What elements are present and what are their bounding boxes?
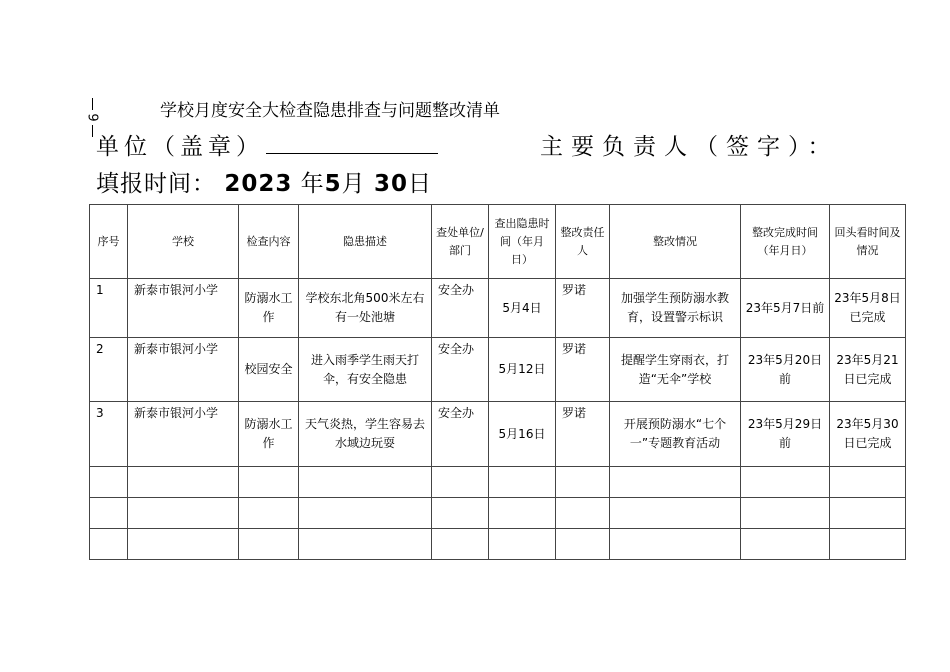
cell-school: 新泰市银河小学 <box>128 279 239 338</box>
cell-department: 安全办 <box>432 338 489 402</box>
cell-index: 1 <box>90 279 128 338</box>
empty-cell <box>128 467 239 498</box>
cell-found-time: 5月12日 <box>489 338 556 402</box>
empty-cell <box>489 529 556 560</box>
empty-cell <box>239 498 299 529</box>
cell-department: 安全办 <box>432 402 489 467</box>
unit-blank-underline <box>266 152 438 154</box>
empty-cell <box>741 498 830 529</box>
responsible-person-label: 主要负责人（签字）： <box>540 134 839 160</box>
cell-completion-time: 23年5月7日前 <box>741 279 830 338</box>
empty-cell <box>432 529 489 560</box>
date-month: 5 <box>324 171 342 197</box>
header-completion-time: 整改完成时间（年月日） <box>741 205 830 279</box>
empty-cell <box>610 498 741 529</box>
cell-rectification: 加强学生预防溺水教育，设置警示标识 <box>610 279 741 338</box>
date-month-suffix: 月 <box>341 171 366 197</box>
empty-cell <box>432 498 489 529</box>
document-title: 学校月度安全大检查隐患排查与问题整改清单 <box>160 101 500 121</box>
empty-table-row <box>90 467 906 498</box>
cell-hazard-description: 进入雨季学生雨天打伞，有安全隐患 <box>299 338 432 402</box>
cell-index: 3 <box>90 402 128 467</box>
cell-department: 安全办 <box>432 279 489 338</box>
date-label: 填报时间： <box>96 171 216 197</box>
date-day: 30 <box>373 171 408 197</box>
empty-cell <box>90 529 128 560</box>
unit-stamp-line <box>96 128 438 161</box>
empty-cell <box>299 498 432 529</box>
empty-table-row <box>90 498 906 529</box>
empty-cell <box>830 529 906 560</box>
cell-school: 新泰市银河小学 <box>128 338 239 402</box>
table-row <box>90 402 906 467</box>
empty-cell <box>90 467 128 498</box>
empty-cell <box>556 498 610 529</box>
cell-review: 23年5月30日已完成 <box>830 402 906 467</box>
empty-cell <box>489 498 556 529</box>
table-row <box>90 338 906 402</box>
empty-cell <box>128 529 239 560</box>
cell-review: 23年5月8日已完成 <box>830 279 906 338</box>
cell-found-time: 5月4日 <box>489 279 556 338</box>
cell-found-time: 5月16日 <box>489 402 556 467</box>
cell-check-content: 校园安全 <box>239 338 299 402</box>
empty-cell <box>299 529 432 560</box>
date-year: 2023 <box>224 171 293 197</box>
cell-completion-time: 23年5月29日前 <box>741 402 830 467</box>
empty-table-row <box>90 529 906 560</box>
header-hazard-description: 隐患描述 <box>299 205 432 279</box>
header-school: 学校 <box>128 205 239 279</box>
unit-label: 单位（盖章） <box>96 134 264 160</box>
cell-rectification: 提醒学生穿雨衣，打造“无伞”学校 <box>610 338 741 402</box>
empty-cell <box>610 467 741 498</box>
fill-date-line <box>96 165 432 198</box>
cell-school: 新泰市银河小学 <box>128 402 239 467</box>
table-header-row <box>90 205 906 279</box>
empty-cell <box>556 529 610 560</box>
side-mark-bar-bottom <box>92 125 93 137</box>
cell-rectification: 开展预防溺水“七个一”专题教育活动 <box>610 402 741 467</box>
header-responsible-person: 整改责任人 <box>556 205 610 279</box>
header-index: 序号 <box>90 205 128 279</box>
side-mark-number: 9 <box>84 113 100 122</box>
table-row <box>90 279 906 338</box>
empty-cell <box>556 467 610 498</box>
rectification-table <box>89 204 906 560</box>
empty-cell <box>239 467 299 498</box>
empty-cell <box>830 498 906 529</box>
empty-cell <box>128 498 239 529</box>
cell-hazard-description: 天气炎热，学生容易去水域边玩耍 <box>299 402 432 467</box>
empty-cell <box>432 467 489 498</box>
cell-review: 23年5月21日已完成 <box>830 338 906 402</box>
cell-completion-time: 23年5月20日前 <box>741 338 830 402</box>
cell-responsible-person: 罗诺 <box>556 402 610 467</box>
empty-cell <box>741 529 830 560</box>
header-department: 查处单位/部门 <box>432 205 489 279</box>
header-rectification: 整改情况 <box>610 205 741 279</box>
empty-cell <box>741 467 830 498</box>
empty-cell <box>239 529 299 560</box>
empty-cell <box>299 467 432 498</box>
empty-cell <box>610 529 741 560</box>
header-found-time: 查出隐患时间（年月日） <box>489 205 556 279</box>
cell-hazard-description: 学校东北角500米左右有一处池塘 <box>299 279 432 338</box>
header-review: 回头看时间及情况 <box>830 205 906 279</box>
side-mark-bar-top <box>92 98 93 110</box>
cell-responsible-person: 罗诺 <box>556 279 610 338</box>
date-year-suffix: 年 <box>300 171 325 197</box>
empty-cell <box>90 498 128 529</box>
cell-check-content: 防溺水工作 <box>239 279 299 338</box>
cell-index: 2 <box>90 338 128 402</box>
cell-check-content: 防溺水工作 <box>239 402 299 467</box>
empty-cell <box>489 467 556 498</box>
date-day-suffix: 日 <box>407 171 432 197</box>
empty-cell <box>830 467 906 498</box>
header-check-content: 检查内容 <box>239 205 299 279</box>
cell-responsible-person: 罗诺 <box>556 338 610 402</box>
